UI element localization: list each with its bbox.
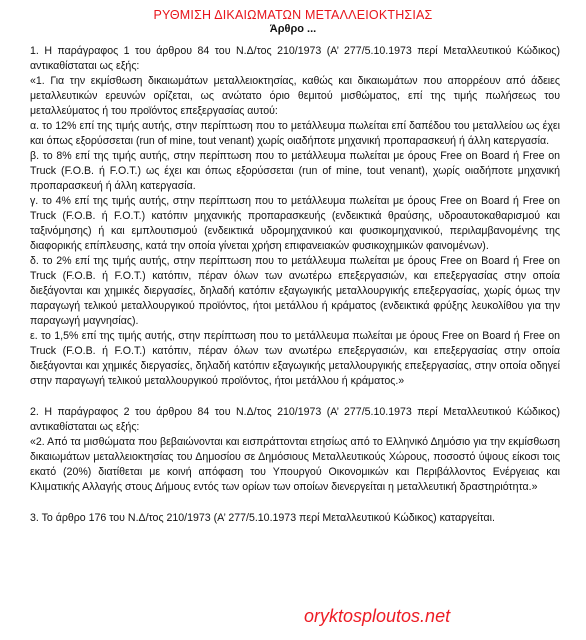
paragraph-1-intro: 1. Η παράγραφος 1 του άρθρου 84 του Ν.Δ/τος 210/1973 (Α’ 277/5.10.1973 περί Μεταλλευτικού Κώδικος) αντικαθίσταται ως εξής: — [30, 45, 560, 72]
paragraph-1-item-a: α. το 12% επί της τιμής αυτής, στην περίπτωση που το μετάλλευμα πωλείται επί δαπέδου του μεταλλείου ως έχει και όπως εξορύσσεται (run of mine, tout venant) χωρίς οιαδήποτε μηχανική προπαρασκευή ή άλλη κατεργασία. — [30, 120, 560, 147]
paragraph-1-item-b: β. το 8% επί της τιμής αυτής, στην περίπτωση που το μετάλλευμα πωλείται με όρους Free on Board ή Free on Truck (F.O.B. ή F.O.T.) ως έχει και όπως εξορύσσεται (run of mine, tout venant), χωρίς οιαδήποτε μηχανική προπαρασκευή ή άλλη κατεργασία. — [30, 150, 560, 192]
paragraph-2-text: «2. Από τα μισθώματα που βεβαιώνονται και εισπράττονται ετησίως από το Ελληνικό Δημόσιο για την εκμίσθωση δικαιωμάτων μεταλλειοκτησίας του Δημοσίου σε Δημόσιους Μεταλλευτικούς Χώρους, ποσοστό ύψους είκοσι τοις εκατό (20%) διατίθεται με κοινή απόφαση του Υπουργού Οικονομικών και Περιβάλλοντος Ενέργειας και Κλιματικής Αλλαγής στους Δήμους εντός των ορίων των οποίων διενεργείται η μεταλλευτική δραστηριότητα.» — [30, 436, 560, 493]
paragraph-1-text: «1. Για την εκμίσθωση δικαιωμάτων μεταλλειοκτησίας, καθώς και δικαιωμάτων που απορρέουν από άδειες μεταλλευτικών ερευνών ορίζεται, ως ανώτατο όριο θεμιτού μισθώματος, επί της τιμής πωλήσεως του μεταλλεύματος ή του προϊόντος επεξεργασίας αυτού: — [30, 75, 560, 117]
paragraph-1-item-e: ε. το 1,5% επί της τιμής αυτής, στην περίπτωση που το μετάλλευμα πωλείται με όρους Free on Board ή Free on Truck (F.O.B. ή F.O.T.) κατόπιν, πέραν όλων των ανωτέρω επεξεργασιών, και επεξεργασίας στην οποία διεξάγονται και χημικές διεργασίες, δηλαδή κατόπιν εξαγωγικής μεταλλουργικής επεξεργασίας, στην οποία οδηγεί στην παραγωγή τελικού μεταλλουργικού προϊόντος, ήτοι μετάλλου ή κράματος.» — [30, 330, 560, 387]
paragraph-2-intro: 2. Η παράγραφος 2 του άρθρου 84 του Ν.Δ/τος 210/1973 (Α’ 277/5.10.1973 περί Μεταλλευτικού Κώδικος) αντικαθίσταται ως εξής: — [30, 406, 560, 433]
article-heading: Άρθρο ... — [269, 23, 317, 35]
paragraph-1-item-c: γ. το 4% επί της τιμής αυτής, στην περίπτωση που το μετάλλευμα πωλείται με όρους Free on Board ή Free on Truck (F.O.B. ή F.O.T.) κατόπιν μηχανικής προπαρασκευής (ενδεικτικά θραύσης, υδροαυτοκαθαρισμού και ταξινόμησης) ή και εμπλουτισμού (ενδεικτικά υδρομηχανικού και φυσικομηχανικού, περιλαμβανομένης της διαφορικής επίπλευσης, κατά την οποία γίνεται χρήση επιφανειακών φυσικοχημικών φαινομένων). — [30, 195, 560, 252]
site-watermark: oryktosploutos.net — [304, 606, 451, 626]
document-title: ΡΥΘΜΙΣΗ ΔΙΚΑΙΩΜΑΤΩΝ ΜΕΤΑΛΛΕΙΟΚΤΗΣΙΑΣ — [153, 8, 433, 22]
paragraph-3-text: 3. Το άρθρο 176 του Ν.Δ/τος 210/1973 (Α’ 277/5.10.1973 περί Μεταλλευτικού Κώδικος) καταργείται. — [30, 512, 495, 524]
document-body — [30, 44, 560, 526]
paragraph-1-item-d: δ. το 2% επί της τιμής αυτής, στην περίπτωση που το μετάλλευμα πωλείται με όρους Free on Board ή Free on Truck (F.O.B. ή F.O.T.) κατόπιν, πέραν όλων των ανωτέρω επεξεργασιών, και επεξεργασίας στην οποία διεξάγονται και χημικές διεργασίες, δηλαδή κατόπιν εξαγωγικής μεταλλουργικής επεξεργασίας, χωρίς όμως την παραγωγή τελικού μεταλλουργικού προϊόντος, ήτοι μετάλλου ή κράματος (ενδεικτικά φρύξης λευκολίθου για την παραγωγή μαγνησίας). — [30, 255, 560, 327]
